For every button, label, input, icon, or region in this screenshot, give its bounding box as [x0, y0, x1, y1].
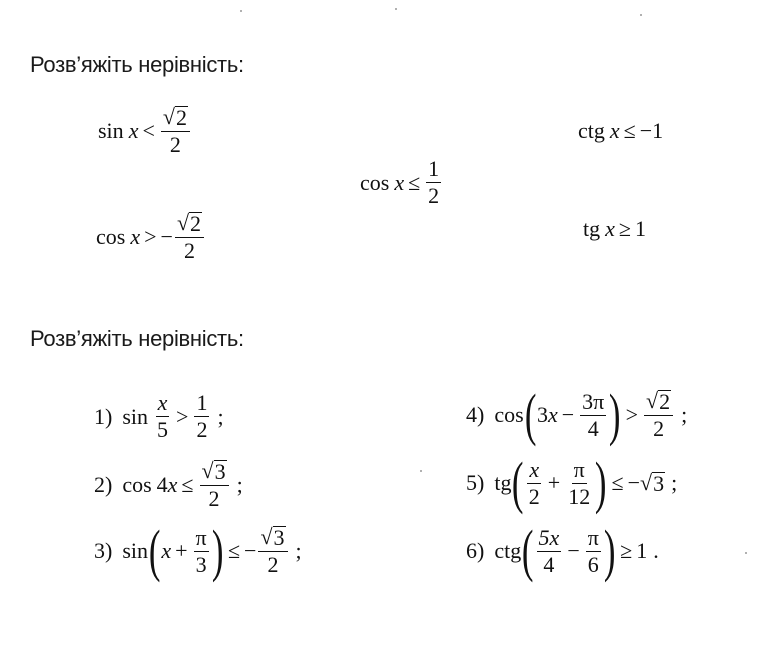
relation: ≥ — [618, 216, 631, 241]
radicand: 2 — [190, 211, 202, 236]
function-name: tg — [583, 216, 601, 241]
denominator: 3 — [195, 551, 207, 577]
inequality-cos-gt — [96, 212, 206, 262]
section-heading-2: Розв’яжіть нерівність: — [30, 326, 244, 351]
inequality-cos-le — [360, 158, 443, 207]
numerator: π — [195, 524, 207, 550]
left-paren: ( — [148, 518, 161, 583]
problem-number: 1) — [94, 403, 113, 429]
problem-number: 5) — [466, 470, 485, 495]
scan-speck — [240, 10, 242, 12]
right-side: −1 — [639, 118, 664, 143]
right-paren: ) — [595, 450, 607, 515]
problem-number: 4) — [466, 402, 485, 427]
left-paren: ( — [512, 450, 524, 515]
denominator: 2 — [653, 416, 665, 441]
fraction — [426, 158, 441, 207]
denominator: 2 — [196, 417, 208, 442]
sqrt: √ 2 — [176, 210, 202, 236]
argument-fraction — [537, 524, 562, 577]
scan-speck — [395, 8, 397, 10]
numerator: 5x — [538, 524, 560, 550]
terminator: . — [653, 538, 659, 563]
problem-number: 2) — [94, 472, 113, 497]
variable: x — [161, 538, 172, 563]
right-paren: ) — [211, 518, 224, 583]
problem-4 — [466, 382, 688, 447]
denominator: 2 — [169, 132, 181, 157]
relation: < — [142, 118, 155, 143]
right-side: 1 — [636, 538, 648, 563]
right-paren: ) — [603, 518, 616, 583]
fraction — [566, 456, 592, 509]
denominator: 2 — [428, 183, 440, 208]
left-paren: ( — [522, 518, 534, 583]
fraction — [258, 526, 287, 576]
denominator: 5 — [157, 417, 169, 442]
denominator: 2 — [183, 238, 195, 263]
problem-6 — [466, 518, 659, 583]
scan-speck — [745, 552, 747, 554]
denominator: 2 — [267, 552, 279, 577]
terminator: ; — [217, 403, 224, 429]
sqrt: √ 2 — [162, 104, 187, 130]
inequality-ctg — [578, 118, 663, 144]
inequality-sin-less — [98, 106, 192, 156]
function-name: cos — [96, 224, 126, 249]
relation: > — [144, 224, 157, 249]
fraction — [586, 524, 601, 577]
denominator: 2 — [208, 486, 220, 511]
terminator: ; — [671, 470, 678, 495]
radicand: 3 — [273, 525, 285, 550]
relation: ≤ — [611, 470, 624, 495]
sqrt: √ 2 — [646, 388, 671, 414]
left-paren: ( — [524, 382, 537, 447]
radicand: 3 — [653, 470, 665, 496]
sqrt: √ 3 — [640, 469, 665, 496]
fraction — [194, 524, 209, 577]
scan-speck — [640, 14, 642, 16]
denominator: 4 — [543, 551, 555, 577]
coefficient: 4 — [156, 472, 168, 497]
numerator: 3π — [582, 388, 605, 414]
terminator: ; — [681, 402, 688, 427]
sqrt: √ 3 — [201, 458, 226, 484]
variable: x — [547, 402, 558, 427]
right-side: 1 — [634, 216, 646, 241]
right-paren: ) — [609, 382, 621, 447]
numerator: π — [587, 524, 599, 550]
numerator: π — [573, 456, 585, 482]
numerator: 1 — [196, 390, 208, 415]
terminator: ; — [236, 472, 243, 497]
numerator: 1 — [428, 156, 440, 181]
coefficient: 3 — [536, 402, 548, 427]
variable: x — [128, 118, 139, 143]
radicand: 2 — [659, 389, 671, 414]
variable: x — [609, 118, 620, 143]
function-name: cos — [122, 472, 152, 497]
argument-fraction — [155, 392, 170, 441]
minus-sign: − — [567, 538, 580, 563]
problem-number: 6) — [466, 538, 485, 563]
relation: ≥ — [620, 538, 633, 563]
denominator: 12 — [568, 483, 591, 509]
variable: x — [130, 224, 141, 249]
function-name: sin — [122, 403, 149, 429]
fraction — [200, 460, 229, 510]
problem-1 — [94, 392, 224, 441]
fraction — [194, 392, 209, 441]
function-name: ctg — [494, 538, 522, 563]
relation: ≤ — [623, 118, 636, 143]
variable: x — [167, 472, 178, 497]
problem-3 — [94, 518, 302, 583]
inequality-tg — [583, 216, 646, 242]
relation: ≤ — [227, 538, 241, 563]
problem-2 — [94, 460, 243, 510]
relation: > — [176, 403, 189, 429]
function-name: cos — [360, 169, 390, 195]
section-heading-1: Розв’яжіть нерівність: — [30, 52, 244, 77]
relation: > — [625, 402, 639, 427]
denominator: 6 — [587, 551, 599, 577]
minus-sign: − — [561, 402, 575, 427]
numerator: x — [157, 390, 168, 415]
argument-fraction — [527, 456, 542, 509]
problem-number: 3) — [94, 538, 113, 563]
relation: ≤ — [408, 169, 421, 195]
relation: ≤ — [181, 472, 194, 497]
function-name: sin — [98, 118, 124, 143]
terminator: ; — [295, 538, 302, 563]
numerator: x — [529, 456, 540, 482]
minus-sign: − — [244, 538, 257, 563]
plus-sign: + — [547, 470, 561, 495]
fraction — [644, 390, 673, 440]
radicand: 2 — [175, 105, 187, 130]
function-name: tg — [494, 470, 512, 495]
fraction — [175, 212, 204, 262]
scan-speck — [420, 470, 422, 472]
plus-sign: + — [175, 538, 188, 563]
minus-sign: − — [160, 224, 173, 249]
function-name: cos — [494, 402, 524, 427]
denominator: 2 — [528, 483, 540, 509]
fraction — [161, 106, 190, 156]
function-name: ctg — [578, 118, 605, 143]
radicand: 3 — [214, 459, 226, 484]
variable: x — [394, 169, 405, 195]
problem-5 — [466, 450, 678, 515]
function-name: sin — [122, 538, 149, 563]
fraction — [580, 388, 606, 441]
variable: x — [605, 216, 615, 241]
denominator: 4 — [587, 415, 599, 441]
minus-sign: − — [627, 470, 641, 495]
sqrt: √ 3 — [260, 524, 285, 550]
